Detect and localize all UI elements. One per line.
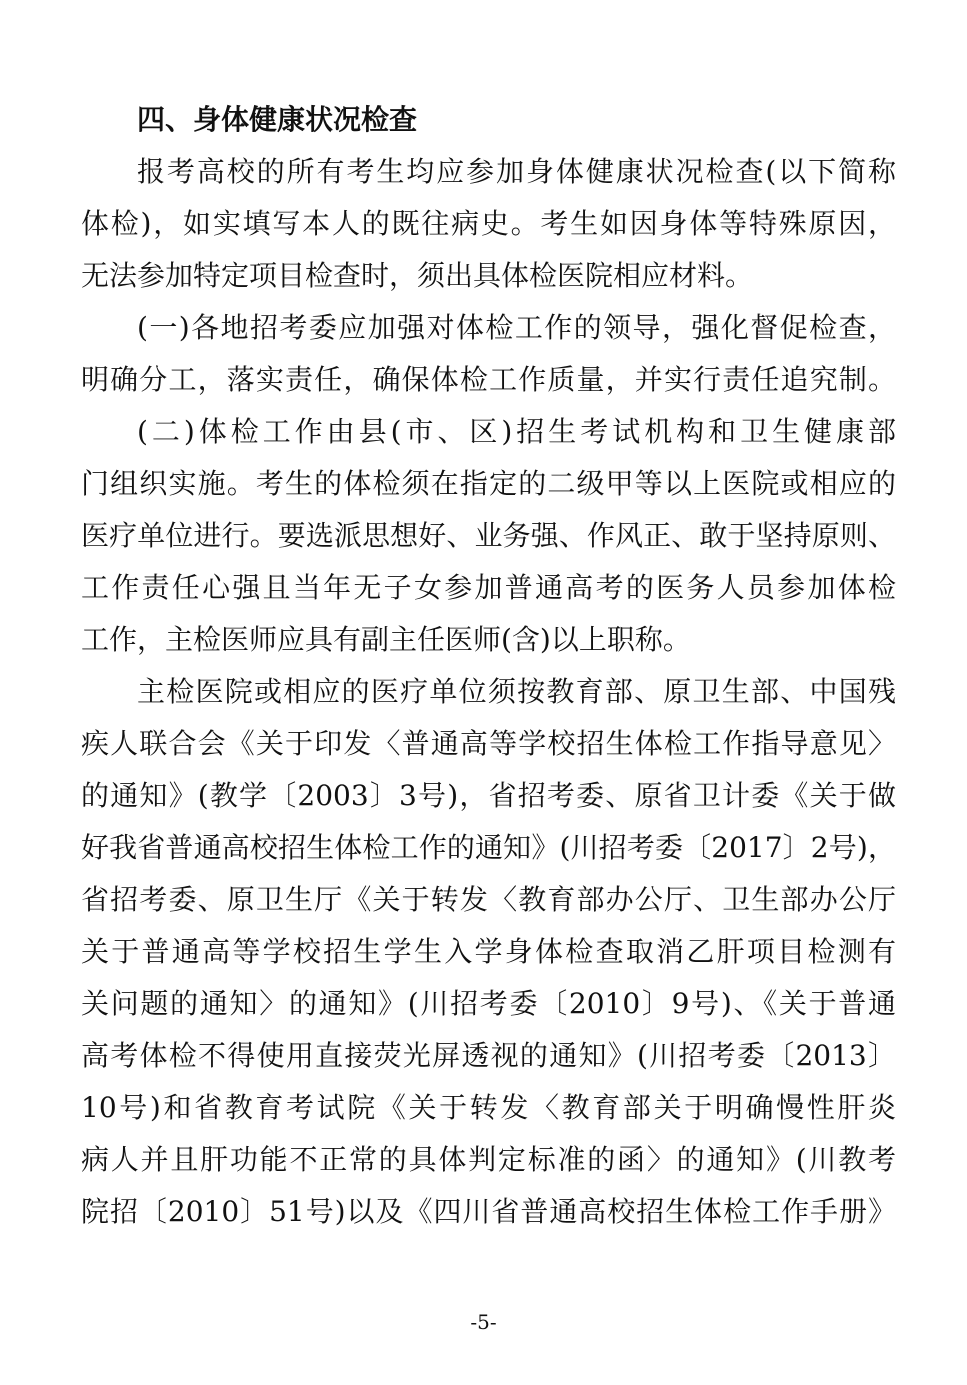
- paragraph-line: 门组织实施。考生的体检须在指定的二级甲等以上医院或相应的: [81, 467, 896, 500]
- paragraph-line: 报考高校的所有考生均应参加身体健康状况检查(以下简称: [137, 155, 896, 188]
- paragraph-line: 10号)和省教育考试院《关于转发〈教育部关于明确慢性肝炎: [81, 1091, 896, 1124]
- paragraph-line: 的通知》(教学〔2003〕3号)，省招考委、原省卫计委《关于做: [81, 779, 896, 812]
- paragraph-line: 医疗单位进行。要选派思想好、业务强、作风正、敢于坚持原则、: [81, 519, 896, 552]
- paragraph-line: 院招〔2010〕51号)以及《四川省普通高校招生体检工作手册》: [81, 1195, 896, 1228]
- paragraph-line: 工作责任心强且当年无子女参加普通高考的医务人员参加体检: [81, 571, 896, 604]
- paragraph-line: (二)体检工作由县(市、区)招生考试机构和卫生健康部: [137, 415, 896, 448]
- paragraph-line: 关问题的通知〉的通知》(川招考委〔2010〕9号)、《关于普通: [81, 987, 896, 1020]
- page-number: -5-: [470, 1310, 497, 1334]
- paragraph-line: (一)各地招考委应加强对体检工作的领导，强化督促检查，: [137, 311, 896, 344]
- paragraph-line: 省招考委、原卫生厅《关于转发〈教育部办公厅、卫生部办公厅: [81, 883, 896, 916]
- paragraph-line: 主检医院或相应的医疗单位须按教育部、原卫生部、中国残: [137, 675, 896, 708]
- paragraph-line: 高考体检不得使用直接荧光屏透视的通知》(川招考委〔2013〕: [81, 1039, 896, 1072]
- paragraph-line: 工作，主检医师应具有副主任医师(含)以上职称。: [81, 623, 691, 656]
- paragraph-line: 病人并且肝功能不正常的具体判定标准的函〉的通知》(川教考: [81, 1143, 896, 1176]
- paragraph-line: 无法参加特定项目检查时，须出具体检医院相应材料。: [81, 259, 754, 292]
- paragraph-line: 疾人联合会《关于印发〈普通高等学校招生体检工作指导意见〉: [81, 727, 896, 760]
- paragraph-line: 体检)，如实填写本人的既往病史。考生如因身体等特殊原因，: [81, 207, 896, 240]
- paragraph-line: 关于普通高等学校招生学生入学身体检查取消乙肝项目检测有: [81, 935, 896, 968]
- paragraph-line: 好我省普通高校招生体检工作的通知》(川招考委〔2017〕2号)，: [81, 831, 896, 864]
- section-heading: 四、身体健康状况检查: [137, 103, 418, 136]
- paragraph-line: 明确分工，落实责任，确保体检工作质量，并实行责任追究制。: [81, 363, 896, 396]
